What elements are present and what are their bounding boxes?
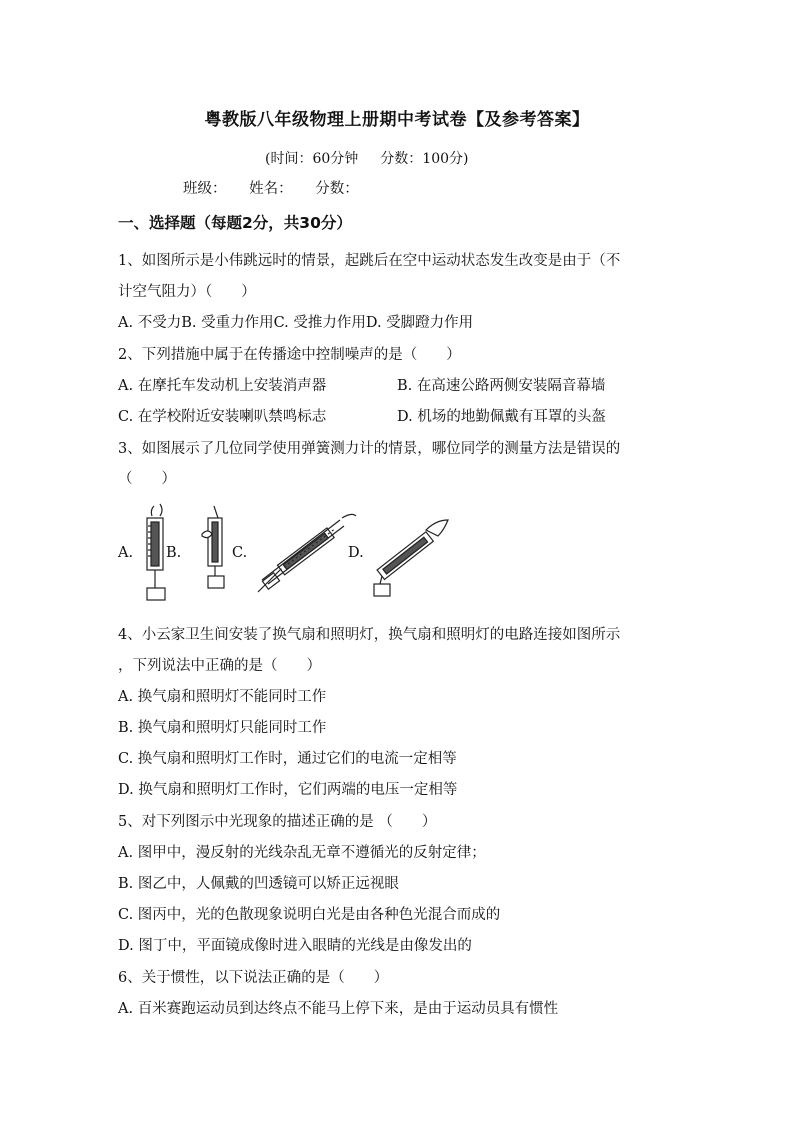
spring-scale-a-icon xyxy=(147,504,165,600)
exam-subtitle xyxy=(265,148,468,168)
question-3-stem: 3、如图展示了几位同学使用弹簧测力计的情景，哪位同学的测量方法是错误的 xyxy=(118,441,621,457)
class-label: 班级： xyxy=(183,181,227,197)
question-4-option-a: A. 换气扇和照明灯不能同时工作 xyxy=(118,689,327,705)
question-4-stem: 4、小云家卫生间安装了换气扇和照明灯，换气扇和照明灯的电路连接如图所示 xyxy=(118,627,621,643)
question-5-stem: 5、对下列图示中光现象的描述正确的是 （ ） xyxy=(118,814,437,830)
score-info: 分数：100分) xyxy=(380,151,469,167)
question-4-option-d: D. 换气扇和照明灯工作时，它们两端的电压一定相等 xyxy=(118,782,458,798)
question-6-option-a: A. 百米赛跑运动员到达终点不能马上停下来，是由于运动员具有惯性 xyxy=(118,1001,559,1017)
spring-scale-b-icon xyxy=(202,506,224,588)
question-5-option-c: C. 图丙中，光的色散现象说明白光是由各种色光混合而成的 xyxy=(118,907,501,923)
section-heading: 一、选择题（每题2分，共30分） xyxy=(118,214,352,232)
figure-label-a: A. xyxy=(118,545,134,561)
question-2-option-a: A. 在摩托车发动机上安装消声器 xyxy=(118,378,327,394)
question-1-options: A. 不受力B. 受重力作用C. 受推力作用D. 受脚蹬力作用 xyxy=(118,315,474,331)
student-info-row xyxy=(183,177,377,198)
question-1-stem-cont: 计空气阻力）（ ） xyxy=(118,284,256,300)
question-5-option-b: B. 图乙中，人佩戴的凹透镜可以矫正远视眼 xyxy=(118,876,399,892)
question-4-stem-cont: ，下列说法中正确的是（ ） xyxy=(118,658,321,674)
question-1-stem: 1、如图所示是小伟跳远时的情景，起跳后在空中运动状态发生改变是由于（不 xyxy=(118,253,621,269)
score-label: 分数： xyxy=(315,181,359,197)
time-info: (时间：60分钟 xyxy=(265,151,359,167)
spring-scale-c-icon xyxy=(258,514,356,592)
exam-title: 粤教版八年级物理上册期中考试卷【及参考答案】 xyxy=(204,110,590,130)
question-3-stem-cont: （ ） xyxy=(118,471,176,487)
question-2-option-c: C. 在学校附近安装喇叭禁鸣标志 xyxy=(118,409,327,425)
figure-label-b: B. xyxy=(166,545,182,561)
figure-label-c: C. xyxy=(232,545,248,561)
question-2-option-d: D. 机场的地勤佩戴有耳罩的头盔 xyxy=(397,409,606,425)
question-2-stem: 2、下列措施中属于在传播途中控制噪声的是（ ） xyxy=(118,347,461,363)
question-5-option-a: A. 图甲中，漫反射的光线杂乱无章不遵循光的反射定律； xyxy=(118,845,486,861)
question-4-option-c: C. 换气扇和照明灯工作时，通过它们的电流一定相等 xyxy=(118,751,457,767)
question-5-option-d: D. 图丁中，平面镜成像时进入眼睛的光线是由像发出的 xyxy=(118,938,472,954)
spring-scale-d-icon xyxy=(374,520,448,596)
name-label: 姓名： xyxy=(249,181,293,197)
question-4-option-b: B. 换气扇和照明灯只能同时工作 xyxy=(118,720,327,736)
spring-scale-figures xyxy=(130,500,450,610)
question-6-stem: 6、关于惯性，以下说法正确的是（ ） xyxy=(118,970,389,986)
figure-label-d: D. xyxy=(348,545,364,561)
question-2-option-b: B. 在高速公路两侧安装隔音幕墙 xyxy=(397,378,606,394)
